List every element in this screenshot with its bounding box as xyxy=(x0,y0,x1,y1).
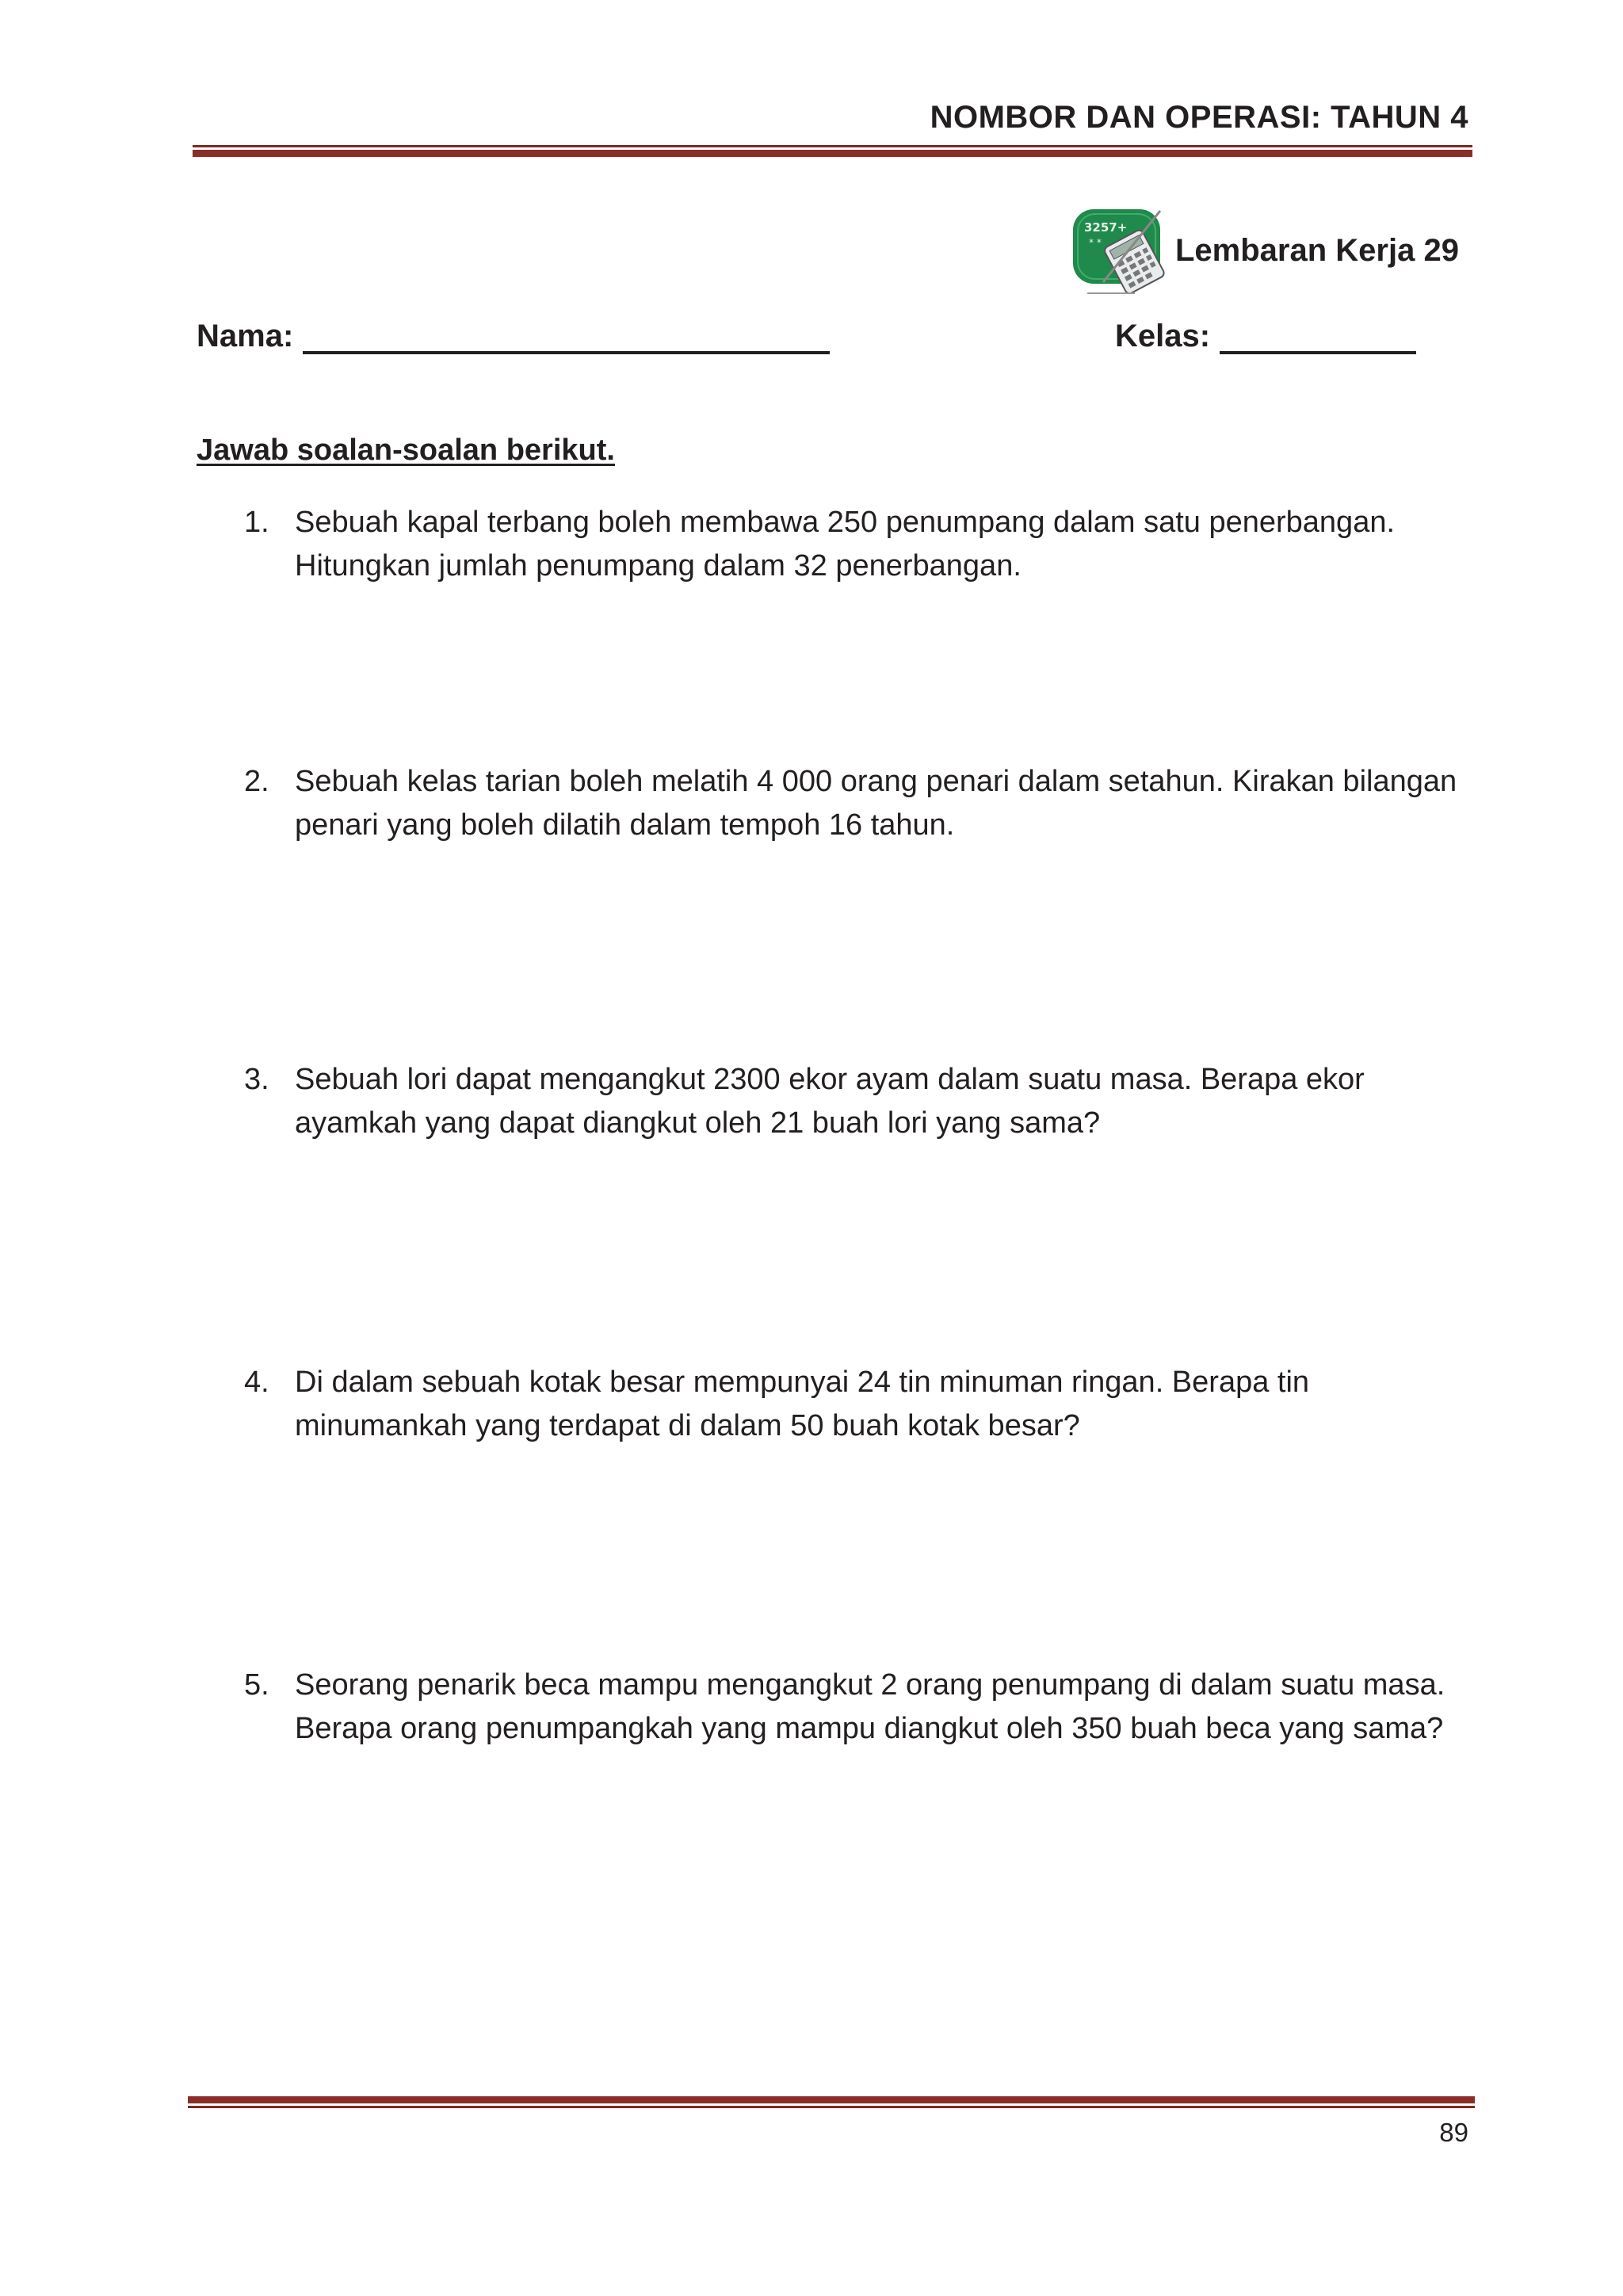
worksheet-title: Lembaran Kerja 29 xyxy=(1175,233,1459,268)
question-item xyxy=(244,1361,1480,1448)
icon-board-text: 3257+ xyxy=(1084,220,1128,235)
header-rule-thick xyxy=(193,150,1472,157)
calculator-chalkboard-icon xyxy=(1071,204,1174,300)
page-number: 89 xyxy=(1439,2118,1468,2147)
header-rule-thin xyxy=(193,145,1472,147)
footer-rule xyxy=(188,2096,1475,2109)
class-label: Kelas: xyxy=(1115,319,1211,353)
name-blank-line xyxy=(303,321,830,354)
question-text: Sebuah kapal terbang boleh membawa 250 penumpang dalam satu penerbangan. Hitungkan jumlah penumpang dalam 32 penerbangan. xyxy=(295,506,1396,583)
question-item xyxy=(244,760,1480,847)
question-number: 1. xyxy=(244,506,269,539)
footer-rule-thick xyxy=(188,2096,1475,2103)
question-number: 2. xyxy=(244,765,269,798)
page-header-title: NOMBOR DAN OPERASI: TAHUN 4 xyxy=(930,100,1468,135)
question-item xyxy=(244,501,1480,588)
question-text: Sebuah kelas tarian boleh melatih 4 000 orang penari dalam setahun. Kirakan bilangan penari yang boleh dilatih dalam tempoh 16 tahun. xyxy=(295,765,1457,842)
class-field xyxy=(1115,319,1416,354)
name-field xyxy=(197,319,830,354)
question-text: Di dalam sebuah kotak besar mempunyai 24 tin minuman ringan. Berapa tin minumankah yang terdapat di dalam 50 buah kotak besar? xyxy=(295,1366,1310,1442)
question-number: 5. xyxy=(244,1668,269,1702)
question-number: 4. xyxy=(244,1366,269,1399)
instruction-heading: Jawab soalan-soalan berikut. xyxy=(197,434,615,467)
question-item xyxy=(244,1058,1480,1145)
question-text: Seorang penarik beca mampu mengangkut 2 orang penumpang di dalam suatu masa. Berapa orang penumpangkah yang mampu diangkut oleh 350 buah beca yang sama? xyxy=(295,1668,1445,1745)
svg-text:* *: * * xyxy=(1089,237,1102,248)
question-text: Sebuah lori dapat mengangkut 2300 ekor ayam dalam suatu masa. Berapa ekor ayamkah yang dapat diangkut oleh 21 buah lori yang sama? xyxy=(295,1063,1365,1140)
class-blank-line xyxy=(1220,321,1416,354)
footer-rule-thin xyxy=(188,2106,1475,2108)
header-rule xyxy=(193,145,1472,158)
question-item xyxy=(244,1664,1480,1751)
question-number: 3. xyxy=(244,1063,269,1096)
name-label: Nama: xyxy=(197,319,294,353)
